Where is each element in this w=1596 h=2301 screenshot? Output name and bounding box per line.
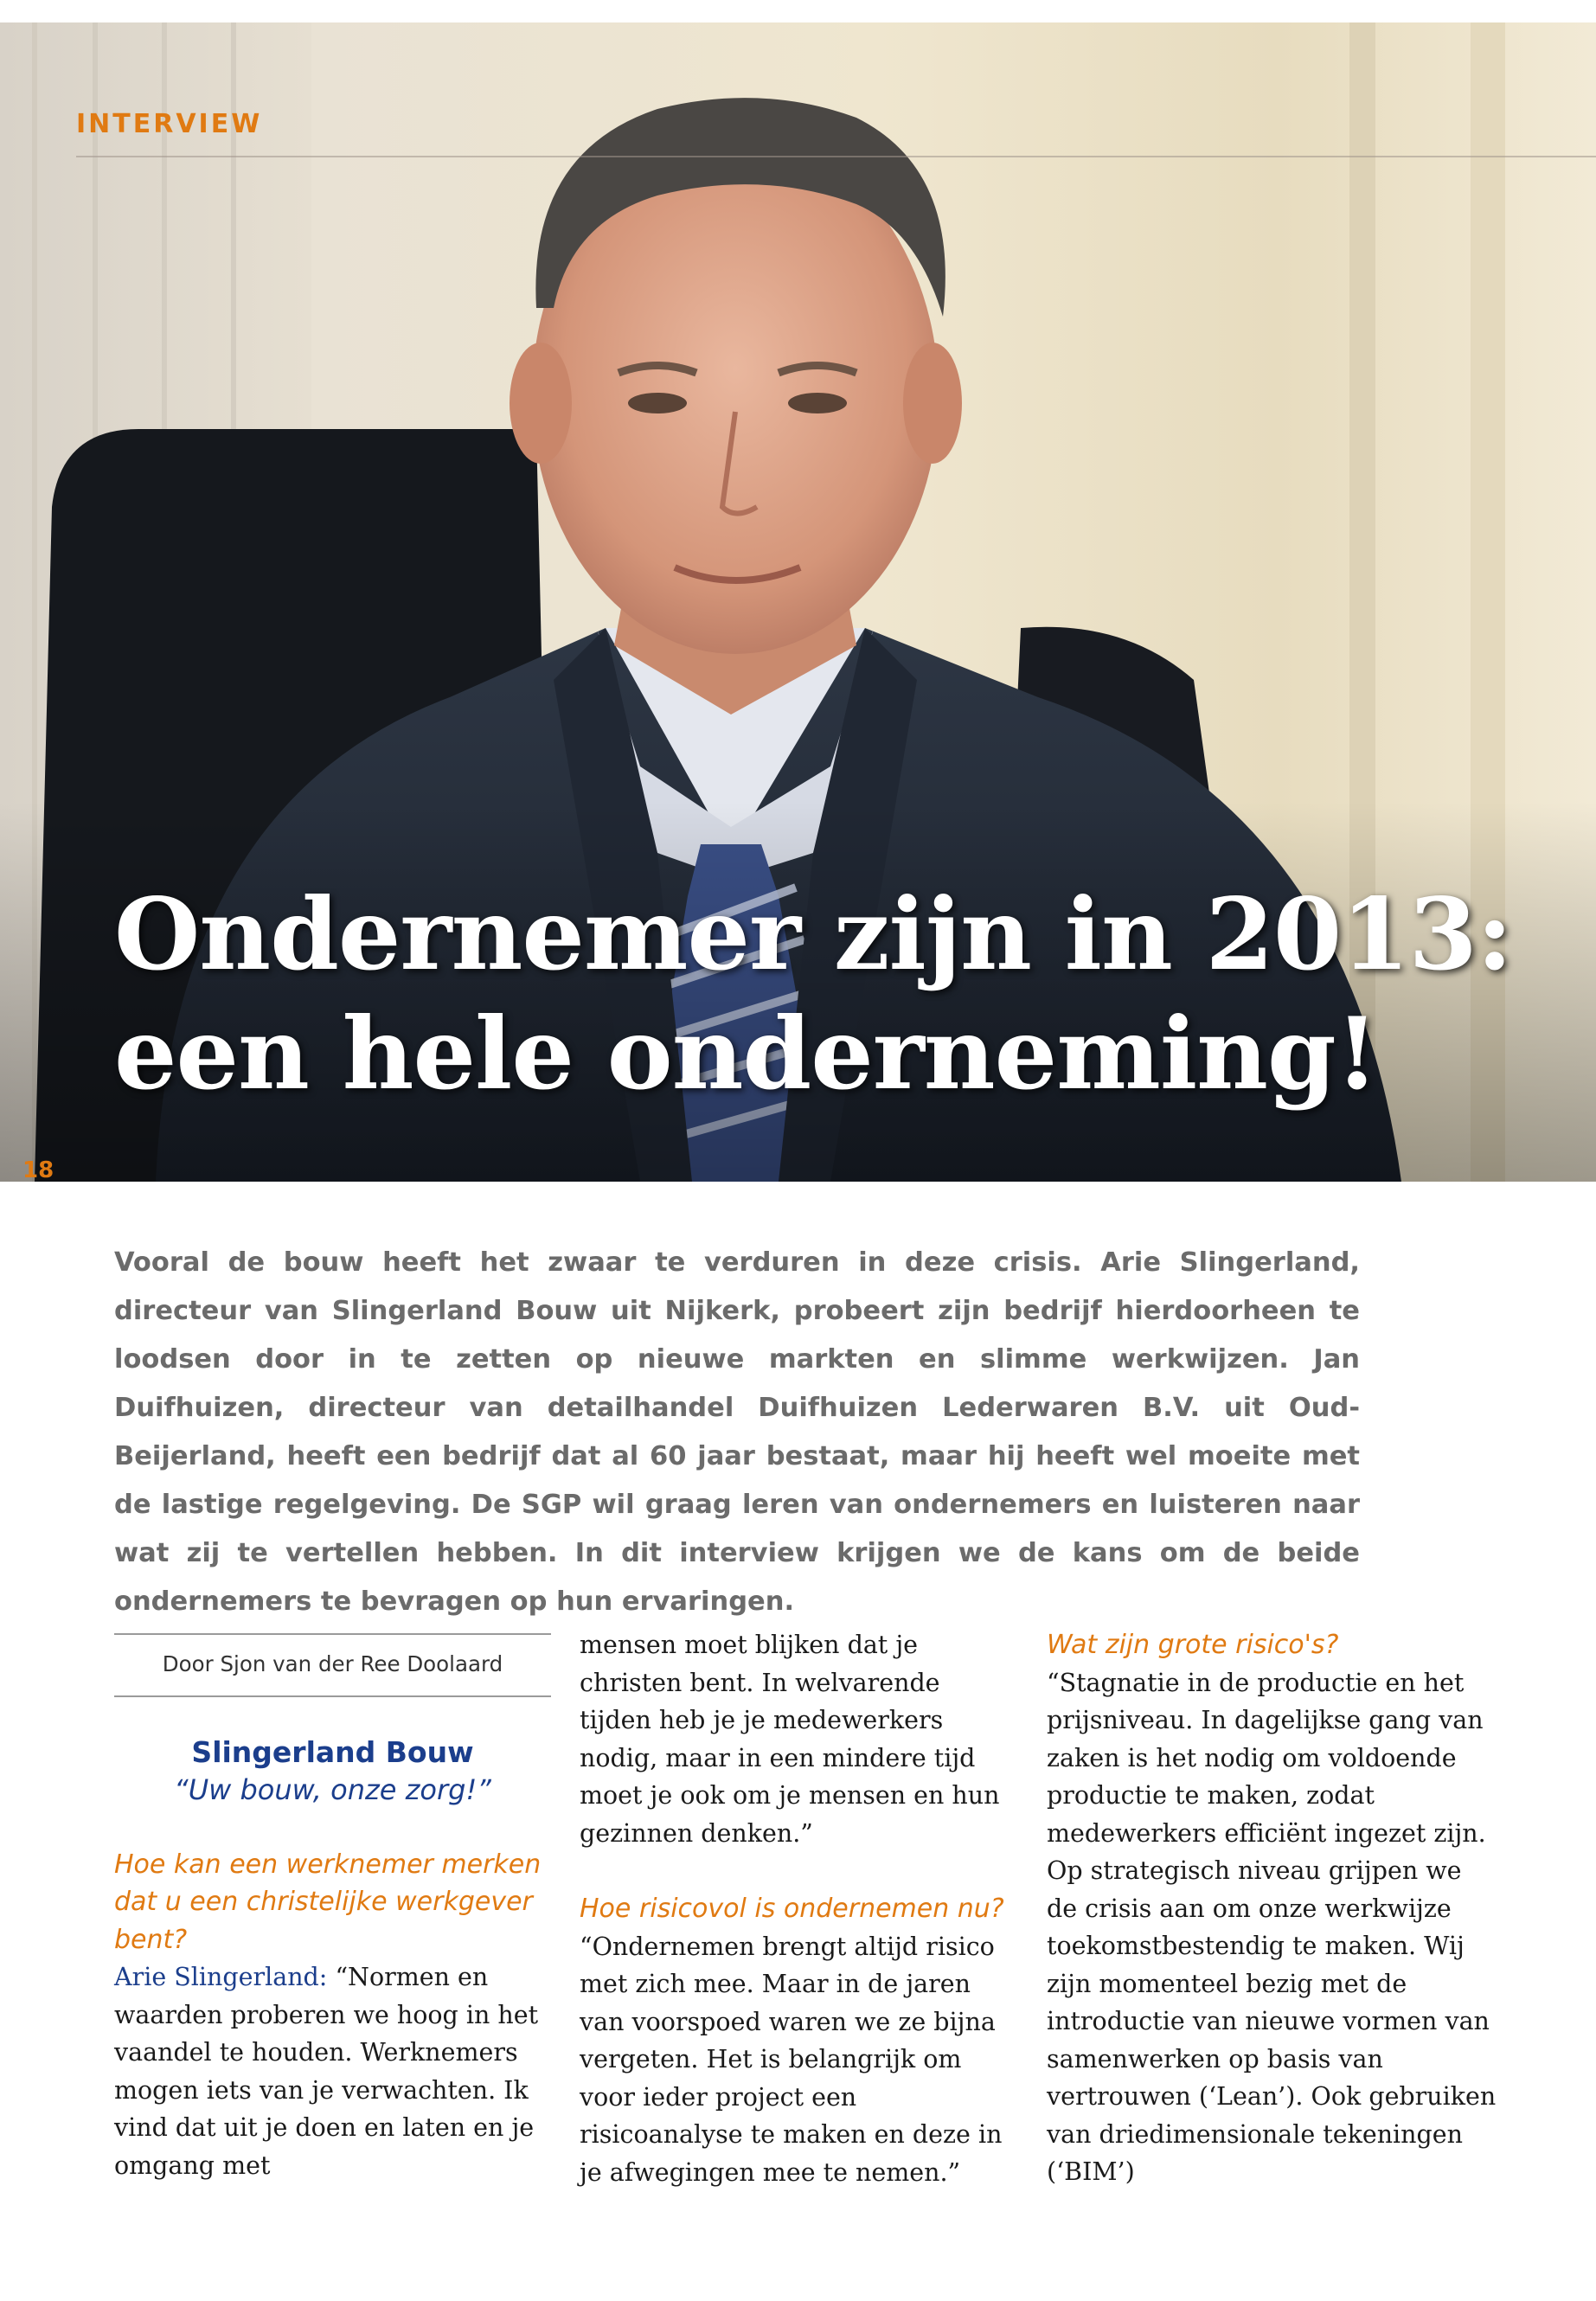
answer-1: [114, 1958, 551, 2184]
company-name: Slingerland Bouw: [191, 1734, 474, 1769]
answer-1-text: “Normen en waarden proberen we hoog in het vaandel te houden. Werknemers mogen iets van je verwachten. Ik vind dat uit je doen en laten en je omgang met: [114, 1963, 539, 2180]
article-headline: [114, 875, 1585, 1113]
section-label-rule: [76, 156, 1596, 157]
company-slogan: “Uw bouw, onze zorg!”: [174, 1772, 491, 1806]
column-3: [1047, 1626, 1497, 2191]
question-2: Hoe risicovol is ondernemen nu?: [580, 1894, 1004, 1924]
question-1: Hoe kan een werknemer merken dat u een christelijke werkgever bent?: [114, 1849, 542, 1955]
headline-line-1: Ondernemer zijn in 2013:: [114, 876, 1512, 992]
section-label: INTERVIEW: [76, 109, 263, 139]
answer-1-continued: mensen moet blijken dat je christen bent. In welvarende tijden heb je je medewerkers nodig, maar in een mindere tijd moet je ook om je mensen en hun gezinnen denken.”: [580, 1631, 1000, 1848]
answer-2: “Ondernemen brengt altijd risico met zich mee. Maar in de jaren van voorspoed waren we ze bijna vergeten. Het is belangrijk om voor ieder project een risicoanalyse te maken en deze in je afwegingen mee te nemen.”: [580, 1932, 1003, 2187]
headline-line-2: een hele onderneming!: [114, 996, 1378, 1112]
column-2: [580, 1626, 1016, 2191]
intro-paragraph: Vooral de bouw heeft het zwaar te verduren in deze crisis. Arie Slingerland, directeur van Slingerland Bouw uit Nijkerk, probeert zijn bedrijf hierdoorheen te loodsen door in te zetten op nieuwe markten en slimme werkwijzen. Jan Duifhuizen, directeur van detailhandel Duifhuizen Lederwaren B.V. uit Oud-Beijerland, heeft een bedrijf dat al 60 jaar bestaat, maar hij heeft wel moeite met de lastige regelgeving. De SGP wil graag leren van ondernemers en luisteren naar wat zij te vertellen hebben. In dit interview krijgen we de kans om de beide ondernemers te bevragen op hun ervaringen.: [114, 1247, 1360, 1617]
byline: Door Sjon van der Ree Doolaard: [114, 1633, 551, 1697]
column-1: [114, 1626, 551, 2184]
speaker-name: Arie Slingerland:: [114, 1963, 328, 1991]
answer-3: “Stagnatie in de productie en het prijsniveau. In dagelijkse gang van zaken is het nodig om voldoende productie te maken, zodat medewerkers efficiënt ingezet zijn. Op strategisch niveau grijpen we de crisis aan om onze werkwijze toekomstbestendig te maken. Wij zijn momenteel bezig met de introductie van nieuwe vormen van samenwerken op basis van vertrouwen (‘Lean’). Ook gebruiken van driedimensionale tekeningen (‘BIM’): [1047, 1668, 1497, 2186]
company-block: [114, 1734, 551, 1808]
question-3: Wat zijn grote risico's?: [1047, 1630, 1339, 1660]
page-number: 18: [22, 1157, 54, 1182]
hero-photo: [0, 22, 1596, 1182]
